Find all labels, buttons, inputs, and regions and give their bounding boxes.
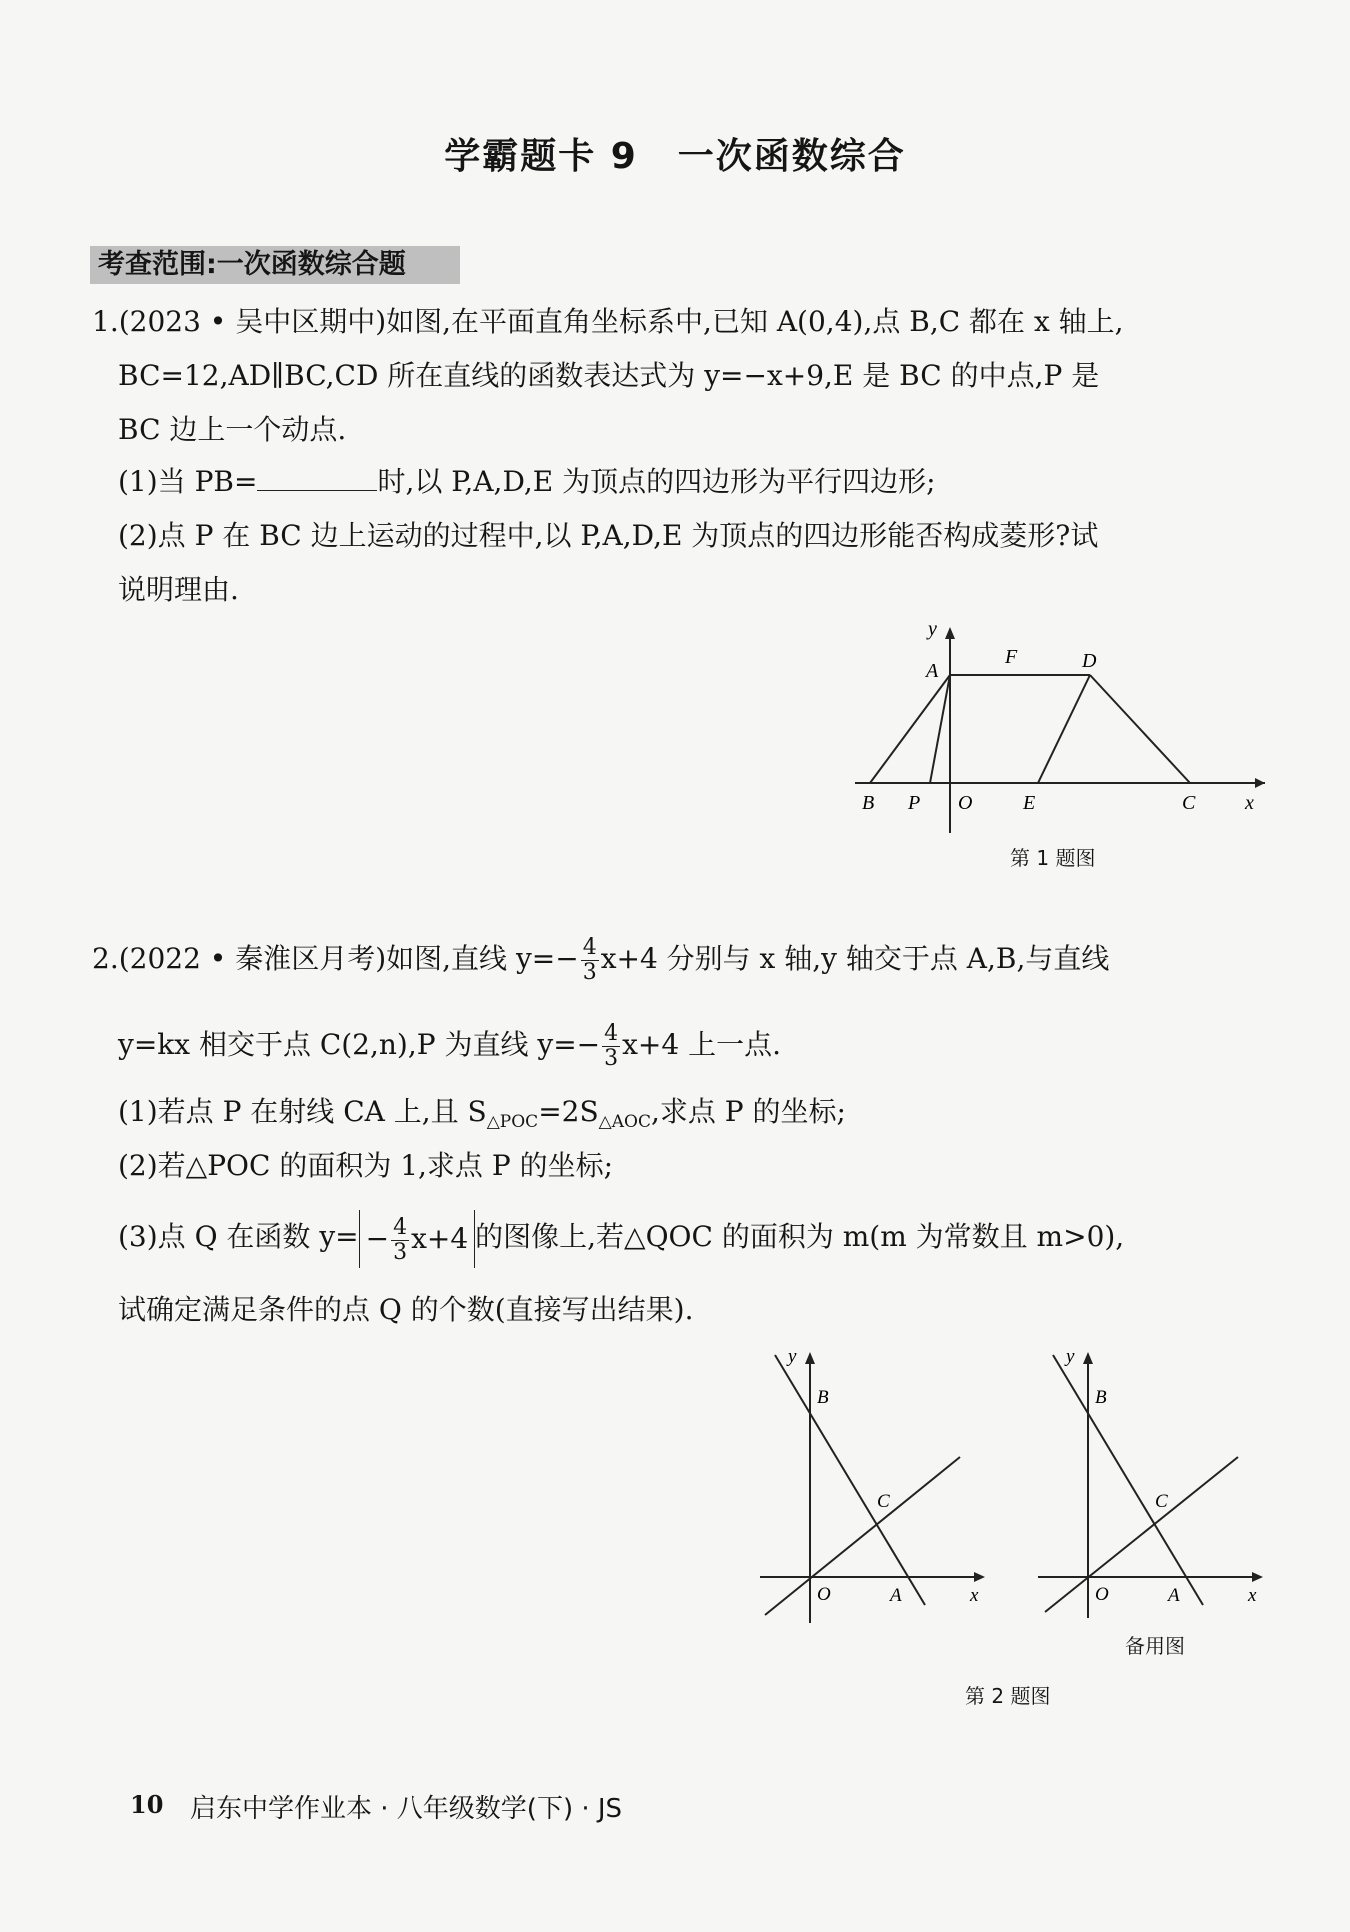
q1-line1: 1.(2023 • 吴中区期中)如图,在平面直角坐标系中,已知 A(0,4),点 B,C 都在 x 轴上,	[92, 305, 1124, 338]
fig1-label-O: O	[958, 792, 973, 814]
segment-AP	[930, 675, 950, 783]
q2-line1	[92, 930, 1109, 988]
fig1-label-P: P	[908, 792, 921, 814]
fig1-label-A: A	[926, 660, 939, 682]
q2-line1-suffix: x+4 分别与 x 轴,y 轴交于点 A,B,与直线	[600, 942, 1110, 975]
q1-part2-cont: 说明理由.	[118, 573, 239, 606]
x-axis-arrow	[1255, 778, 1265, 788]
fraction-4-3: $\frac{4}{3}$	[604, 1021, 619, 1071]
line-OC	[1045, 1457, 1238, 1612]
fig1-label-E: E	[1023, 792, 1036, 814]
fig2b-label-x: x	[1248, 1585, 1257, 1606]
fig2b-label-O: O	[1095, 1584, 1109, 1605]
segment-AB	[870, 675, 950, 783]
fig1-label-F: F	[1005, 646, 1018, 668]
q2-part1	[118, 1092, 846, 1142]
q1-line3: BC 边上一个动点.	[118, 413, 347, 446]
q2-line1-prefix: 2.(2022 • 秦淮区月考)如图,直线 y=−	[92, 942, 579, 975]
fig2-label-x: x	[970, 1585, 979, 1606]
q2-part1-c: ,求点 P 的坐标;	[650, 1095, 846, 1128]
absolute-value	[359, 1210, 476, 1268]
fig2-label-O: O	[817, 1584, 831, 1605]
x-axis-arrow	[1252, 1572, 1263, 1582]
subscript-poc: △POC	[486, 1112, 539, 1132]
fig2b-label-C: C	[1155, 1491, 1168, 1512]
fig2-label-y: y	[788, 1346, 797, 1367]
answer-blank[interactable]	[257, 464, 377, 491]
y-axis-arrow	[1083, 1352, 1093, 1364]
line-AB	[1053, 1355, 1203, 1605]
q2-part3-b: 的图像上,若△QOC 的面积为 m(m 为常数且 m>0),	[475, 1220, 1125, 1253]
q1-part2: (2)点 P 在 BC 边上运动的过程中,以 P,A,D,E 为顶点的四边形能否构成菱形?试	[118, 519, 1099, 552]
fig2-label-C: C	[877, 1491, 890, 1512]
q2-figure-main	[755, 1340, 995, 1630]
fig1-label-C: C	[1182, 792, 1196, 814]
y-axis-arrow	[945, 627, 955, 639]
q2-part3-a: (3)点 Q 在函数 y=	[118, 1220, 359, 1253]
q1-part1-suffix: 时,以 P,A,D,E 为顶点的四边形为平行四边形;	[377, 465, 936, 498]
subscript-aoc: △AOC	[598, 1112, 651, 1132]
line-AB	[775, 1355, 925, 1605]
page-title	[0, 128, 1350, 179]
q2-line2	[118, 1016, 781, 1074]
fraction-4-3: $\frac{4}{3}$	[582, 935, 597, 985]
fig1-label-D: D	[1082, 650, 1097, 672]
fig2-label-A: A	[890, 1585, 902, 1606]
q2-backup-caption: 备用图	[1125, 1634, 1185, 1658]
fig2-label-B: B	[817, 1387, 829, 1408]
fig2b-label-A: A	[1168, 1585, 1180, 1606]
q2-figure-backup	[1033, 1340, 1273, 1630]
segment-DC	[1090, 675, 1190, 783]
fig2b-label-y: y	[1066, 1346, 1075, 1367]
segment-DE	[1038, 675, 1090, 783]
section-label: 考查范围:一次函数综合题	[98, 249, 406, 280]
q1-part1-prefix: (1)当 PB=	[118, 465, 258, 498]
fig1-label-x: x	[1245, 792, 1254, 814]
q1-figure	[840, 615, 1280, 855]
abs-minus: −	[365, 1221, 390, 1255]
q2-part2: (2)若△POC 的面积为 1,求点 P 的坐标;	[118, 1149, 614, 1182]
fig2b-label-B: B	[1095, 1387, 1107, 1408]
title-sub: 一次函数综合	[677, 136, 906, 177]
q2-line2-suffix: x+4 上一点.	[622, 1028, 782, 1061]
fig1-label-B: B	[862, 792, 875, 814]
x-axis-arrow	[974, 1572, 985, 1582]
q2-part3	[118, 1206, 1124, 1268]
q1-line2: BC=12,AD∥BC,CD 所在直线的函数表达式为 y=−x+9,E 是 BC 的中点,P 是	[118, 359, 1100, 392]
fraction-4-3: $\frac{4}{3}$	[393, 1214, 408, 1265]
q1-part1	[118, 462, 936, 502]
q2-part1-b: =2S	[538, 1095, 599, 1128]
footer-book-title: 启东中学作业本 · 八年级数学(下) · JS	[190, 1794, 623, 1824]
abs-rest: x+4	[411, 1221, 469, 1255]
line-OC	[765, 1457, 960, 1615]
q2-part3-cont: 试确定满足条件的点 Q 的个数(直接写出结果).	[118, 1293, 694, 1326]
page-number: 10	[130, 1790, 164, 1819]
q2-figure-caption: 第 2 题图	[965, 1684, 1051, 1708]
q1-figure-caption: 第 1 题图	[1010, 846, 1096, 870]
title-main: 学霸题卡 9	[444, 136, 638, 177]
fig1-label-y: y	[928, 618, 937, 640]
q2-line2-prefix: y=kx 相交于点 C(2,n),P 为直线 y=−	[118, 1028, 601, 1061]
y-axis-arrow	[805, 1352, 815, 1364]
q2-part1-a: (1)若点 P 在射线 CA 上,且 S	[118, 1095, 487, 1128]
